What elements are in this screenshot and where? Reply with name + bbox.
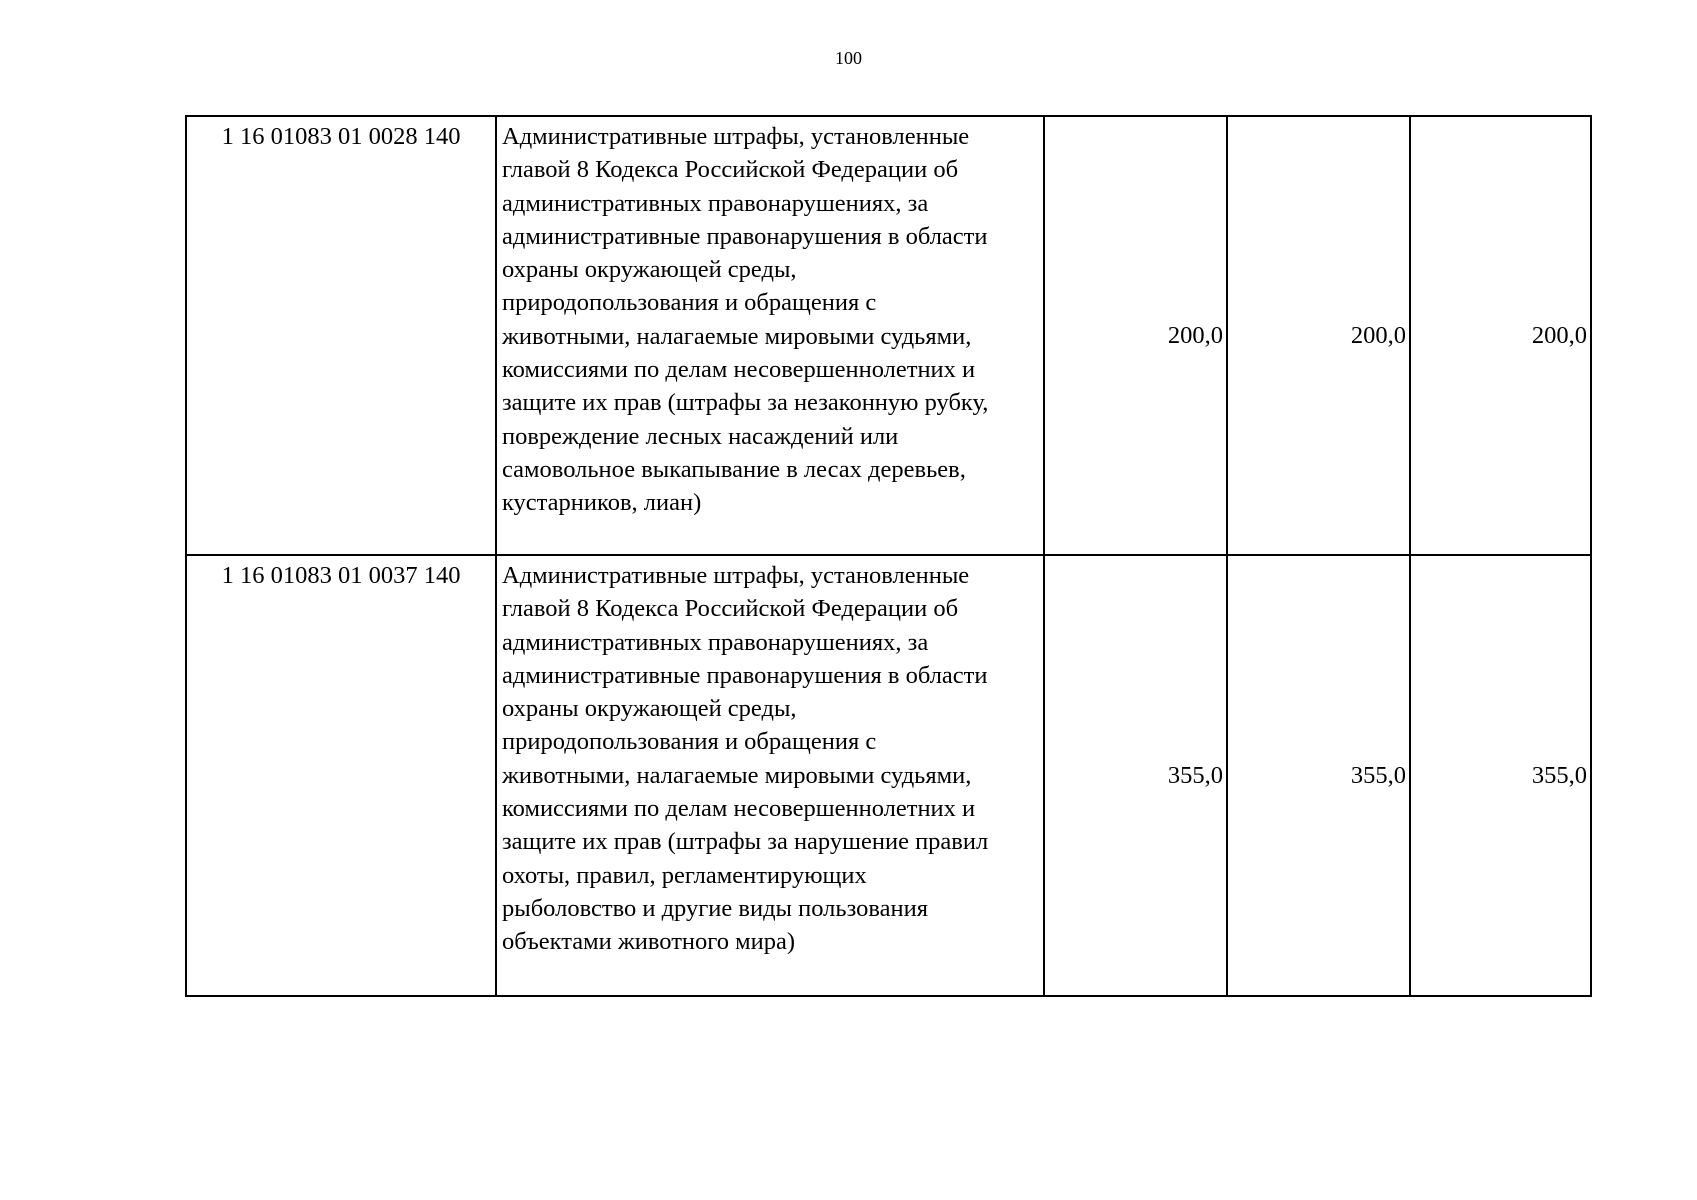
description-line: административных правонарушениях, за <box>502 189 929 217</box>
description-line: объектами животного мира) <box>502 928 795 956</box>
budget-code-cell: 1 16 01083 01 0037 140 <box>186 555 496 996</box>
description-line: охоты, правил, регламентирующих <box>502 861 867 889</box>
description-line: главой 8 Кодекса Российской Федерации об <box>502 156 959 184</box>
description-line: Административные штрафы, установленные <box>502 123 970 150</box>
description-line: защите их прав (штрафы за нарушение правил <box>502 828 989 856</box>
table-row <box>186 116 1591 555</box>
description-line: кустарников, лиан) <box>502 489 702 517</box>
description-line: главой 8 Кодекса Российской Федерации об <box>502 595 959 623</box>
description-cell <box>496 116 1044 555</box>
description-line: рыболовство и другие виды пользования <box>502 894 928 922</box>
page-number: 100 <box>835 48 862 68</box>
amount-cell-3: 355,0 <box>1410 555 1591 996</box>
description-line: комиссиями по делам несовершеннолетних и <box>502 356 976 384</box>
description-cell <box>496 555 1044 996</box>
budget-code-cell: 1 16 01083 01 0028 140 <box>186 116 496 555</box>
description-line: самовольное выкапывание в лесах деревьев, <box>502 455 966 483</box>
amount-cell-3: 200,0 <box>1410 116 1591 555</box>
description-line: административные правонарушения в области <box>502 661 988 689</box>
amount-cell-1: 200,0 <box>1044 116 1227 555</box>
description-line: административные правонарушения в области <box>502 222 988 250</box>
description-line: Административные штрафы, установленные <box>502 562 970 589</box>
description-line: повреждение лесных насаждений или <box>502 422 899 450</box>
amount-cell-2: 355,0 <box>1227 555 1410 996</box>
description-line: комиссиями по делам несовершеннолетних и <box>502 795 976 823</box>
revenue-table <box>185 115 1592 997</box>
amount-cell-1: 355,0 <box>1044 555 1227 996</box>
amount-cell-2: 200,0 <box>1227 116 1410 555</box>
description-line: природопользования и обращения с <box>502 289 877 317</box>
description-line: охраны окружающей среды, <box>502 695 797 723</box>
description-line: административных правонарушениях, за <box>502 628 929 656</box>
description-line: защите их прав (штрафы за незаконную рубку, <box>502 389 989 417</box>
description-line: охраны окружающей среды, <box>502 256 797 284</box>
description-line: животными, налагаемые мировыми судьями, <box>502 322 972 350</box>
description-line: животными, налагаемые мировыми судьями, <box>502 761 972 789</box>
description-line: природопользования и обращения с <box>502 728 877 756</box>
table-row <box>186 555 1591 996</box>
